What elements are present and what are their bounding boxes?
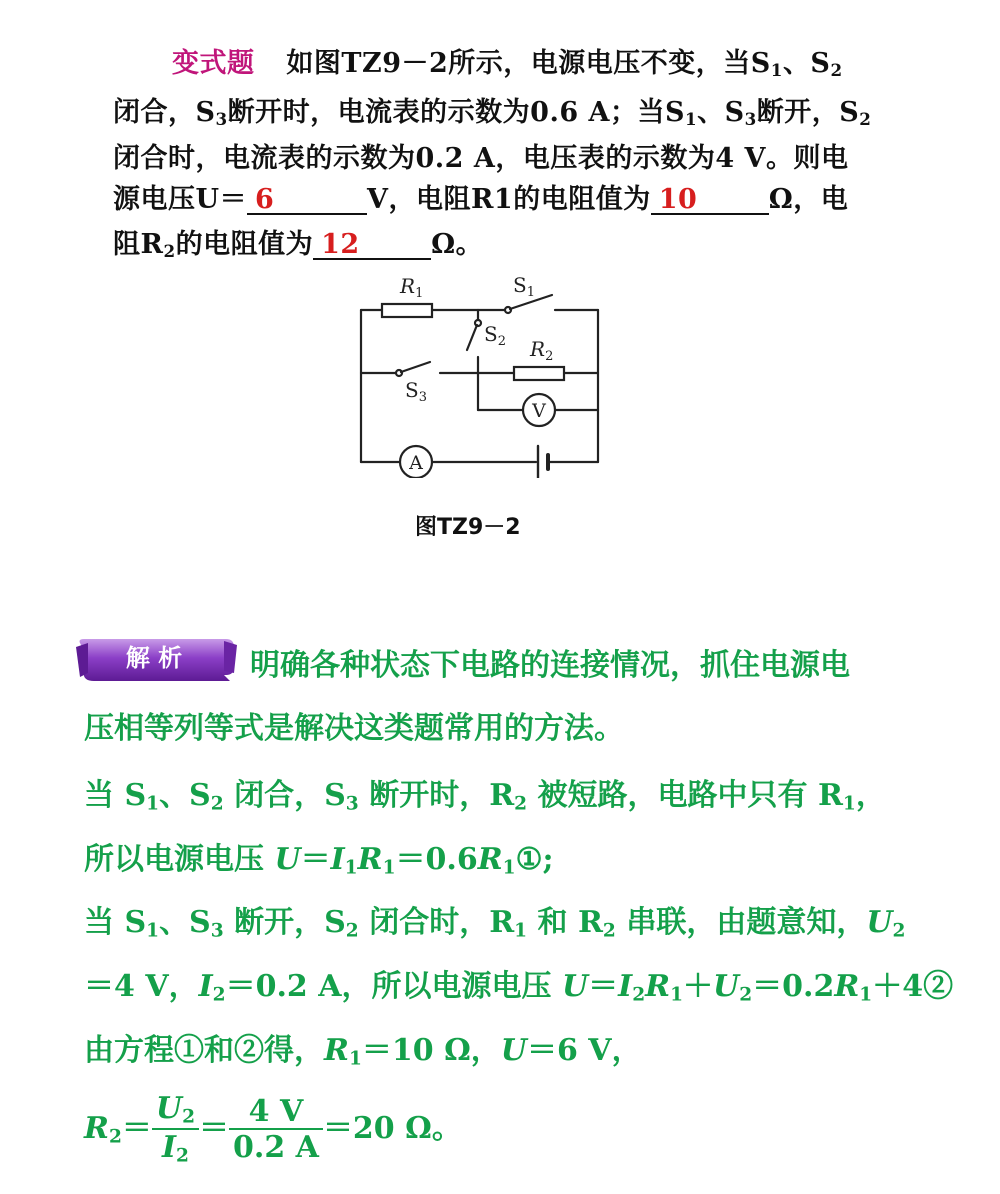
text: 闭合，S <box>223 778 346 813</box>
text: 明确各种状态下电路的连接情况，抓住电源电 <box>250 648 850 683</box>
label-r1: $R_1$ <box>400 274 424 301</box>
text: ＝10 Ω， <box>361 1033 501 1068</box>
sub: 2 <box>602 920 616 942</box>
text: ①; <box>515 842 554 877</box>
text: 被短路，电路中只有 R <box>527 778 843 813</box>
text: ＋ <box>683 969 714 1004</box>
var: R <box>324 1033 349 1068</box>
sub: 1 <box>842 793 856 815</box>
text: 、S <box>782 48 831 79</box>
text: 断开时，R <box>358 778 515 813</box>
text: ＝0.2 <box>752 969 835 1004</box>
solution-line-5 <box>84 897 905 942</box>
solution-line-2 <box>84 703 624 747</box>
text: 源电压U＝ <box>113 184 248 215</box>
sub: 2 <box>108 1126 122 1148</box>
text: 如图TZ9－2所示，电源电压不变，当S <box>286 48 771 79</box>
var: R <box>477 842 503 877</box>
var: U <box>866 905 893 940</box>
text: 、S <box>697 97 745 128</box>
answer-voltage: 6 <box>255 184 275 215</box>
text: V，电阻R1的电阻值为 <box>367 184 651 215</box>
question-line-4 <box>113 177 848 216</box>
text: 串联，由题意知， <box>615 905 867 940</box>
sub: 2 <box>182 1106 196 1128</box>
answer-r1: 10 <box>658 184 698 215</box>
var: U <box>274 842 301 877</box>
text: ＝ <box>121 1111 152 1147</box>
fraction-u2-over-i2 <box>152 1092 199 1168</box>
variant-question-tag: 变式题 <box>172 48 255 79</box>
sub: 3 <box>210 920 224 942</box>
solution-line-4 <box>84 834 554 879</box>
var: R <box>834 969 860 1004</box>
solution-badge-label: 解 析 <box>125 644 183 672</box>
text: ＋4② <box>872 969 954 1004</box>
text: 闭合时，R <box>358 905 515 940</box>
text: 的电阻值为 <box>175 229 314 260</box>
label-r2: $R_2$ <box>530 337 554 364</box>
text: ＝4 V， <box>84 969 199 1004</box>
text: ， <box>855 778 886 813</box>
text: 和 R <box>527 905 603 940</box>
sub: 1 <box>670 984 684 1006</box>
question-line-2 <box>113 90 871 129</box>
sub: 1 <box>859 984 873 1006</box>
var: R <box>357 842 383 877</box>
var: I <box>161 1130 176 1166</box>
text: 当 S <box>84 905 147 940</box>
solution-line-1 <box>250 640 850 684</box>
text: ＝0.2 A，所以电源电压 <box>225 969 562 1004</box>
text: 由方程①和②得， <box>84 1033 324 1068</box>
text: ＝20 Ω。 <box>322 1111 462 1147</box>
text: 闭合，S <box>113 97 216 128</box>
text: ＝ <box>300 842 331 877</box>
answer-blank-r1 <box>651 186 769 215</box>
sub: 1 <box>514 920 528 942</box>
switch-s2-blade <box>467 325 477 350</box>
solution-line-7 <box>84 1025 642 1070</box>
var: U <box>500 1033 527 1068</box>
var: I <box>198 969 213 1004</box>
var: R <box>645 969 671 1004</box>
circuit-diagram <box>350 268 612 478</box>
text: ＝ <box>199 1111 230 1147</box>
answer-r2: 12 <box>321 229 360 260</box>
text: 所以电源电压 <box>84 842 275 877</box>
numerator: 4 V <box>229 1095 323 1130</box>
label-s2: $S_2$ <box>484 322 506 349</box>
ammeter-label: A <box>409 452 423 474</box>
question-line-3 <box>113 136 848 175</box>
var: I <box>330 842 345 877</box>
text: Ω，电 <box>768 184 849 215</box>
label-s3: $S_3$ <box>405 378 427 405</box>
var: I <box>618 969 633 1004</box>
sub: 2 <box>210 793 224 815</box>
sub: 1 <box>344 857 358 879</box>
var: U <box>713 969 740 1004</box>
text: Ω。 <box>431 229 484 260</box>
sub: 2 <box>632 984 646 1006</box>
sub: 3 <box>744 109 757 130</box>
sub: 1 <box>146 920 160 942</box>
sub: 1 <box>770 60 783 81</box>
text: 阻R <box>113 229 164 260</box>
sub: 2 <box>830 60 843 81</box>
resistor-r1 <box>382 304 432 317</box>
resistor-r2 <box>514 367 564 380</box>
sub: 2 <box>212 984 226 1006</box>
text: 断开时，电流表的示数为0.6 A；当S <box>227 97 685 128</box>
sub: 2 <box>514 793 528 815</box>
var: R <box>84 1111 109 1147</box>
question-line-5 <box>113 222 483 261</box>
sub: 1 <box>502 857 516 879</box>
sub: 1 <box>146 793 160 815</box>
sub: 3 <box>215 109 228 130</box>
solution-line-6 <box>84 961 953 1006</box>
answer-blank-voltage <box>247 186 367 215</box>
text: 压相等列等式是解决这类题常用的方法。 <box>84 711 624 746</box>
sub: 1 <box>684 109 698 130</box>
question-line-1 <box>172 41 843 80</box>
text: 当 S <box>84 778 147 813</box>
denominator: 0.2 A <box>233 1129 319 1165</box>
text: 断开，S <box>756 97 860 128</box>
text: 断开，S <box>223 905 346 940</box>
text: ＝0.6 <box>395 842 478 877</box>
text: ＝ <box>588 969 619 1004</box>
sub: 3 <box>345 793 359 815</box>
sub: 1 <box>348 1048 362 1070</box>
sub: 2 <box>892 920 906 942</box>
label-s1: $S_1$ <box>513 273 535 300</box>
sub: 2 <box>739 984 753 1006</box>
sub: 2 <box>176 1145 189 1167</box>
text: 、S <box>159 905 211 940</box>
text: 闭合时，电流表的示数为0.2 A，电压表的示数为4 V。则电 <box>113 143 849 174</box>
sub: 1 <box>382 857 396 879</box>
text: ＝6 V， <box>526 1033 642 1068</box>
solution-badge <box>74 633 239 683</box>
sub: 2 <box>859 109 872 130</box>
answer-blank-r2 <box>313 231 431 260</box>
sub: 2 <box>163 241 176 262</box>
sub: 2 <box>345 920 359 942</box>
figure-caption: 图TZ9－2 <box>415 515 521 540</box>
text: 、S <box>159 778 211 813</box>
solution-line-3 <box>84 770 886 815</box>
solution-line-8-equation <box>84 1092 462 1168</box>
fraction-values <box>229 1095 323 1166</box>
switch-s3-blade <box>401 362 430 372</box>
var: U <box>155 1091 183 1126</box>
var: U <box>561 969 589 1004</box>
voltmeter-label: V <box>532 400 546 422</box>
